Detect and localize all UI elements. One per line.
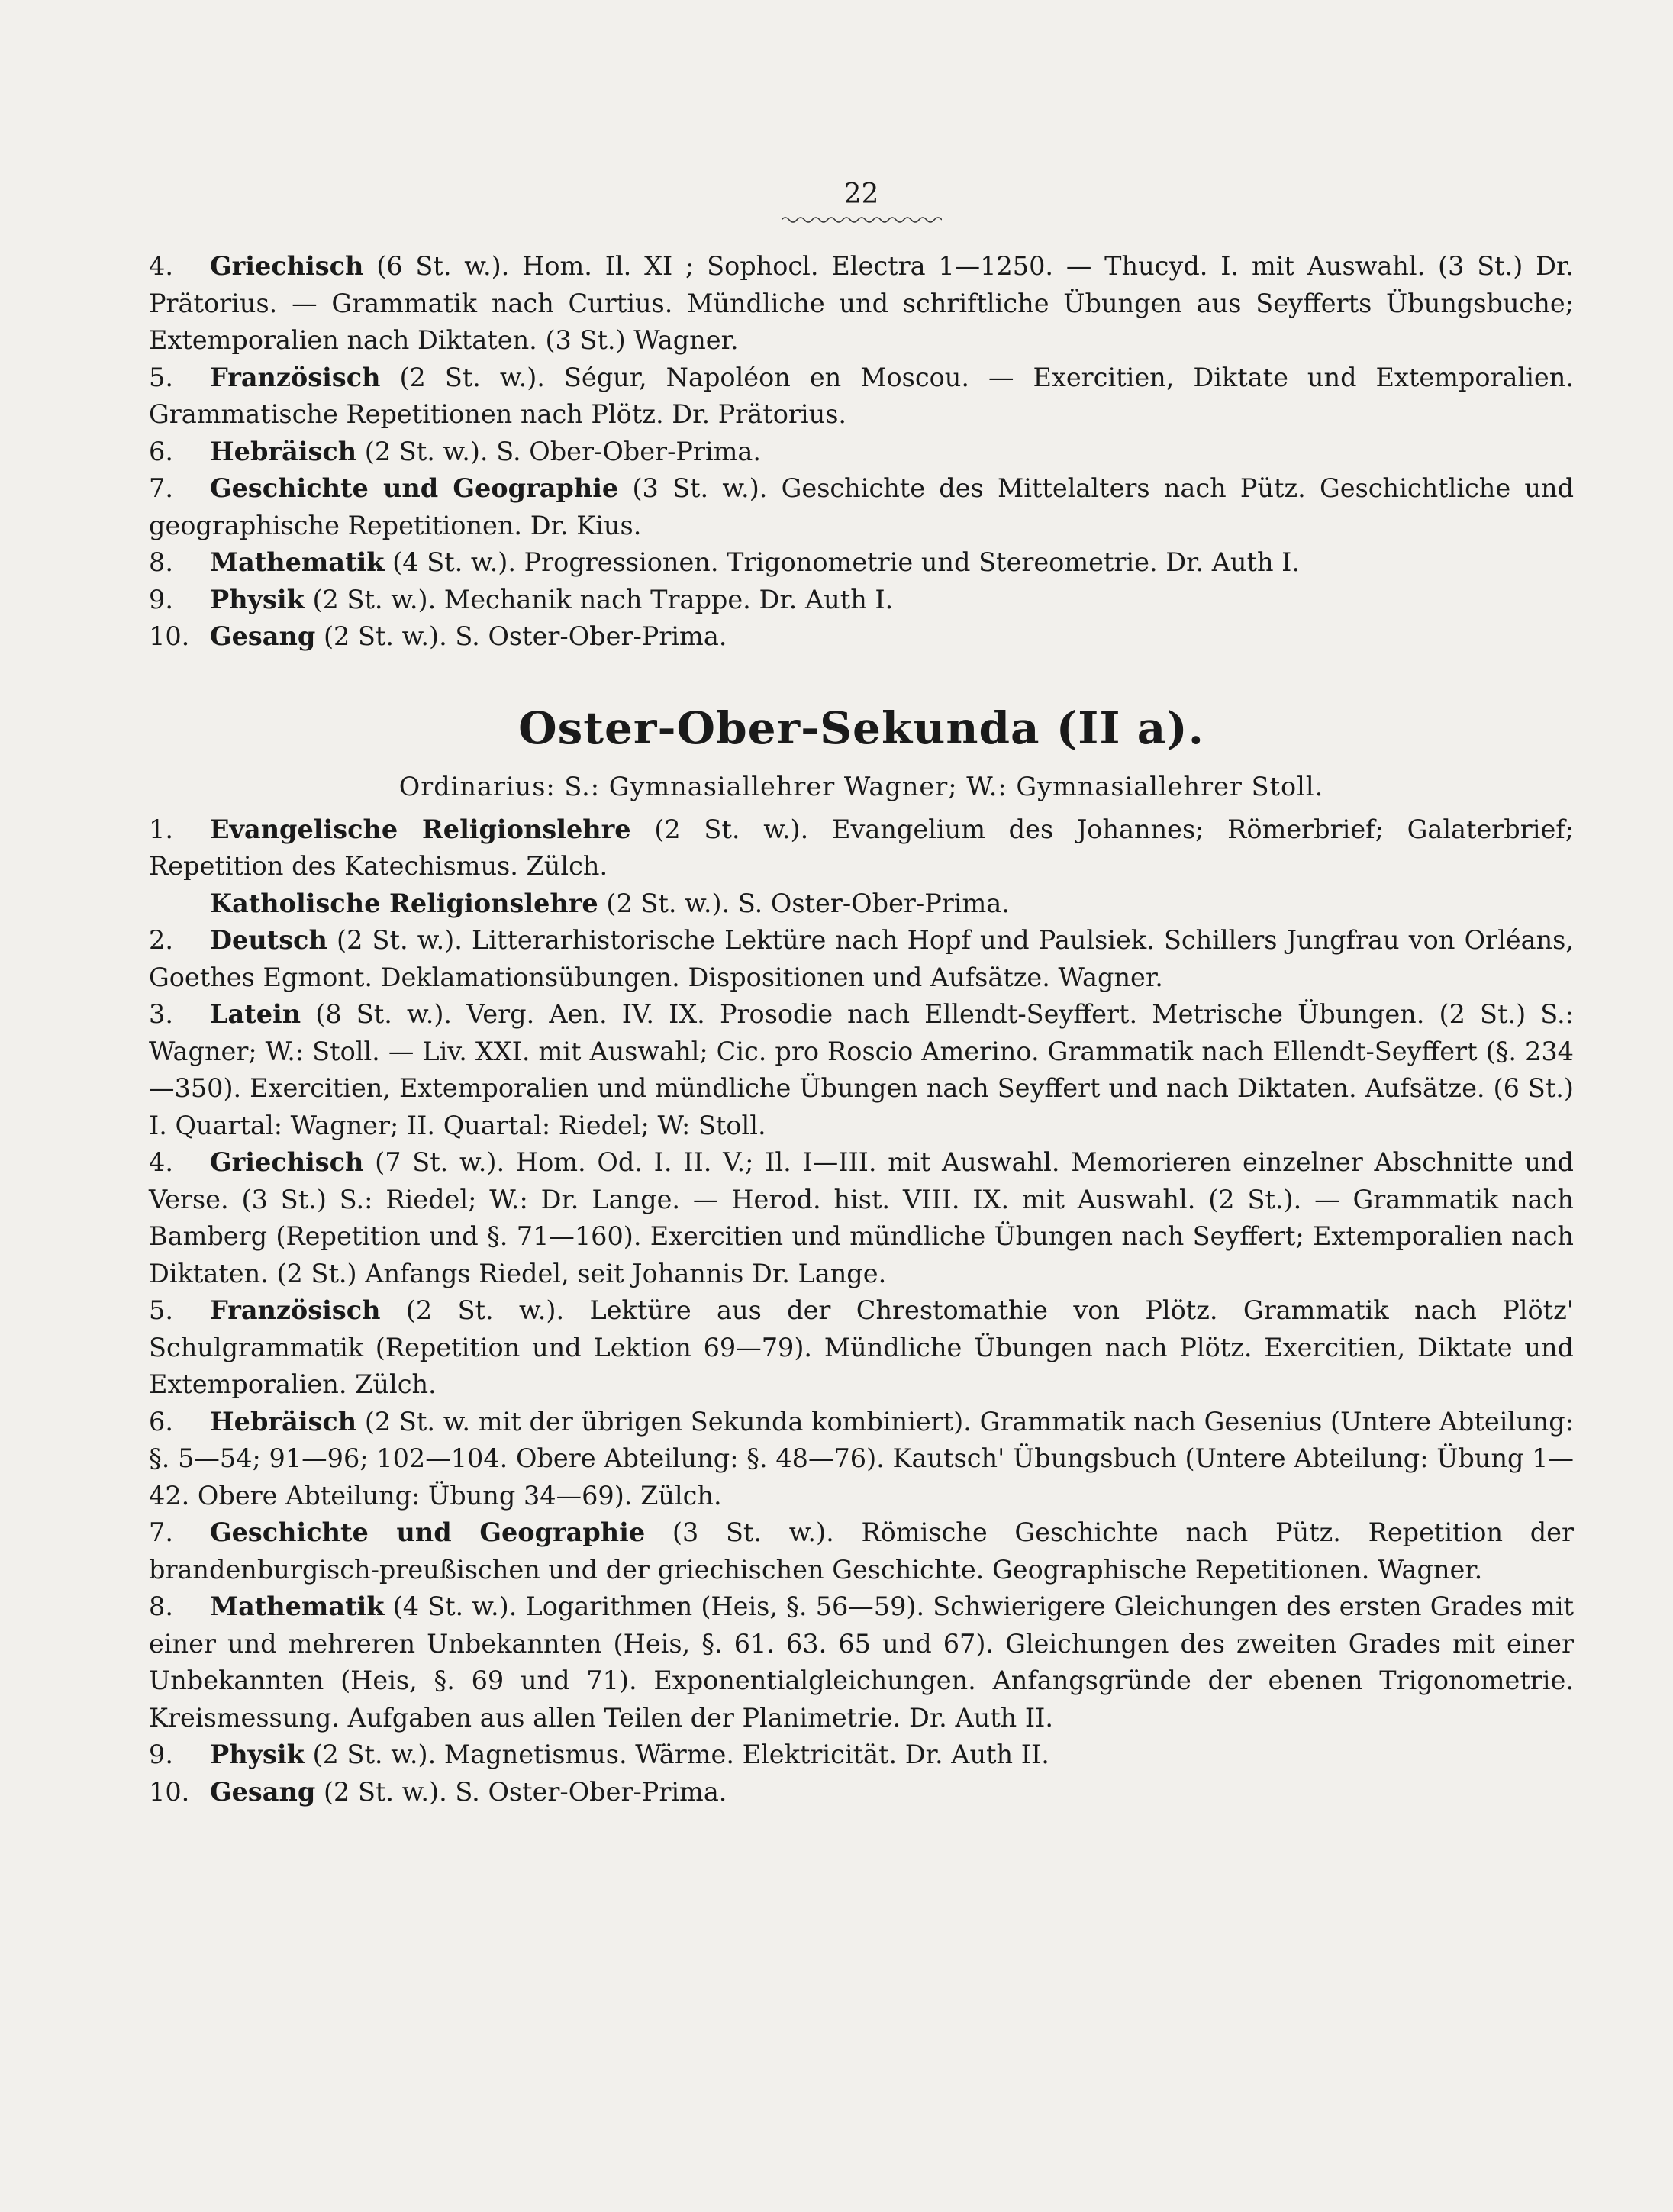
entry-number: 4. xyxy=(149,1147,173,1177)
entry-text: (4 St. w.). Progressionen. Trigonometrie und Stereometrie. Dr. Auth I. xyxy=(392,547,1301,577)
entry-text: (2 St. w.). S. Oster-Ober-Prima. xyxy=(323,621,727,651)
entry-subject: Physik xyxy=(210,1740,305,1769)
entry-text: (7 St. w.). Hom. Od. I. II. V.; Il. I—III. mit Auswahl. Memorieren einzelner Abschnitte und Verse. (3 St.) S.: Riedel; W.: Dr. Lange. — Herod. hist. VIII. IX. mit Auswahl. (2 St.). — Grammatik nach Bamberg (Repetition und §. 71—160). Exercitien und mündliche Übungen nach Seyffert; Extemporalien nach Diktaten. (2 St.) Anfangs Riedel, seit Johannis Dr. Lange. xyxy=(149,1147,1574,1288)
section-2 xyxy=(149,811,1574,1811)
entry-number: 6. xyxy=(149,436,173,466)
entry-subject: Mathematik xyxy=(210,547,385,577)
entry-number: 1. xyxy=(149,814,173,844)
entry-number: 5. xyxy=(149,362,173,392)
course-entry xyxy=(149,996,1574,1144)
wavy-ornament-icon xyxy=(782,214,942,225)
page-number: 22 xyxy=(843,179,879,210)
entry-number: 5. xyxy=(149,1295,173,1325)
entry-number: 7. xyxy=(149,473,173,503)
entry-text: (2 St. w.). S. Ober-Ober-Prima. xyxy=(364,436,762,466)
course-entry xyxy=(149,1736,1574,1774)
entry-text: (2 St. w. mit der übrigen Sekunda kombiniert). Grammatik nach Gesenius (Untere Abteilung: §. 5—54; 91—96; 102—104. Obere Abteilung: §. 48—76). Kautsch' Übungsbuch (Untere Abteilung: Übung 1—42. Obere Abteilung: Übung 34—69). Zülch. xyxy=(149,1406,1574,1511)
entry-number: 10. xyxy=(149,621,190,651)
entry-text: (2 St. w.). Mechanik nach Trappe. Dr. Auth I. xyxy=(312,584,894,614)
entry-text: (3 St. w.). Geschichte des Mittelalters nach Pütz. Geschichtliche und geographische Repetitionen. Dr. Kius. xyxy=(149,473,1575,540)
entry-subject: Mathematik xyxy=(210,1591,385,1621)
entry-text: (2 St. w.). Ségur, Napoléon en Moscou. — Exercitien, Diktate und Extemporalien. Grammatische Repetitionen nach Plötz. Dr. Prätorius. xyxy=(149,362,1574,429)
course-entry xyxy=(149,248,1574,360)
course-entry xyxy=(149,618,1574,656)
entry-subject: Griechisch xyxy=(210,1147,364,1177)
entry-number: 8. xyxy=(149,547,173,577)
entry-subject: Katholische Religionslehre xyxy=(210,888,598,918)
course-entry xyxy=(149,1514,1574,1588)
course-entry xyxy=(149,544,1574,582)
entry-number: 7. xyxy=(149,1517,173,1547)
entry-subject: Deutsch xyxy=(210,925,327,955)
entry-text: (2 St. w.). Magnetismus. Wärme. Elektricität. Dr. Auth II. xyxy=(312,1740,1049,1769)
entry-number: 4. xyxy=(149,251,173,281)
entry-text: (6 St. w.). Hom. Il. XI ; Sophocl. Electra 1—1250. — Thucyd. I. mit Auswahl. (3 St.) Dr. Prätorius. — Grammatik nach Curtius. Mündliche und schriftliche Übungen aus Seyfferts Übungsbuche; Extemporalien nach Diktaten. (3 St.) Wagner. xyxy=(149,251,1574,355)
entry-number: 10. xyxy=(149,1776,190,1807)
entry-subject: Hebräisch xyxy=(210,436,357,466)
entry-subject: Französisch xyxy=(210,1295,381,1325)
entry-subject: Geschichte und Geographie xyxy=(210,473,619,503)
entry-number: 9. xyxy=(149,584,173,614)
entry-text: (2 St. w.). Lektüre aus der Chrestomathie von Plötz. Grammatik nach Plötz' Schulgrammatik (Repetition und Lektion 69—79). Mündliche Übungen nach Plötz. Exercitien, Diktate und Extemporalien. Zülch. xyxy=(149,1295,1575,1399)
entry-text: (2 St. w.). Evangelium des Johannes; Römerbrief; Galaterbrief; Repetition des Katechismus. Zülch. xyxy=(149,814,1574,881)
entry-number: 2. xyxy=(149,925,173,955)
course-entry xyxy=(149,885,1574,923)
entry-number: 8. xyxy=(149,1591,173,1621)
course-entry xyxy=(149,811,1574,885)
entry-subject: Hebräisch xyxy=(210,1406,357,1437)
section-1 xyxy=(149,248,1574,656)
entry-text: (2 St. w.). Litterarhistorische Lektüre nach Hopf und Paulsiek. Schillers Jungfrau von Orléans, Goethes Egmont. Deklamationsübungen. Dispositionen und Aufsätze. Wagner. xyxy=(149,925,1574,992)
entry-subject: Französisch xyxy=(210,362,381,392)
entry-text: (3 St. w.). Römische Geschichte nach Pütz. Repetition der brandenburgisch-preußischen und der griechischen Geschichte. Geographische Repetitionen. Wagner. xyxy=(149,1517,1574,1585)
course-entry xyxy=(149,582,1574,619)
course-entry xyxy=(149,1774,1574,1811)
course-entry xyxy=(149,434,1574,471)
entry-subject: Griechisch xyxy=(210,251,364,281)
entry-text: (2 St. w.). S. Oster-Ober-Prima. xyxy=(606,888,1010,918)
course-entry xyxy=(149,1404,1574,1515)
entry-subject: Latein xyxy=(210,999,301,1029)
entry-subject: Gesang xyxy=(210,1776,316,1807)
course-entry xyxy=(149,470,1574,544)
entry-number: 9. xyxy=(149,1740,173,1769)
entry-subject: Geschichte und Geographie xyxy=(210,1517,646,1547)
entry-number: 6. xyxy=(149,1406,173,1437)
section-heading: Oster-Ober-Sekunda (II a). xyxy=(518,701,1204,754)
entry-subject: Physik xyxy=(210,584,305,614)
entry-text: (4 St. w.). Logarithmen (Heis, §. 56—59). Schwierigere Gleichungen des ersten Grades mit einer und mehreren Unbekannten (Heis, §. 61. 63. 65 und 67). Gleichungen des zweiten Grades mit einer Unbekannten (Heis, §. 69 und 71). Exponentialgleichungen. Anfangsgründe der ebenen Trigonometrie. Kreismessung. Aufgaben aus allen Teilen der Planimetrie. Dr. Auth II. xyxy=(149,1591,1574,1733)
course-entry xyxy=(149,1292,1574,1404)
course-entry xyxy=(149,360,1574,434)
entry-text: (2 St. w.). S. Oster-Ober-Prima. xyxy=(323,1776,727,1807)
ordinarius-line: Ordinarius: S.: Gymnasiallehrer Wagner; W.: Gymnasiallehrer Stoll. xyxy=(398,771,1324,801)
entry-number: 3. xyxy=(149,999,173,1029)
entry-text: (8 St. w.). Verg. Aen. IV. IX. Prosodie nach Ellendt-Seyffert. Metrische Übungen. (2 St.) S.: Wagner; W.: Stoll. — Liv. XXI. mit Auswahl; Cic. pro Roscio Amerino. Grammatik nach Ellendt-Seyffert (§. 234—350). Exercitien, Extemporalien und mündliche Übungen nach Seyffert und nach Diktaten. Aufsätze. (6 St.) I. Quartal: Wagner; II. Quartal: Riedel; W: Stoll. xyxy=(149,999,1574,1140)
entry-subject: Gesang xyxy=(210,621,316,651)
course-entry xyxy=(149,1144,1574,1292)
course-entry xyxy=(149,1588,1574,1736)
entry-subject: Evangelische Religionslehre xyxy=(210,814,631,844)
course-entry xyxy=(149,922,1574,996)
